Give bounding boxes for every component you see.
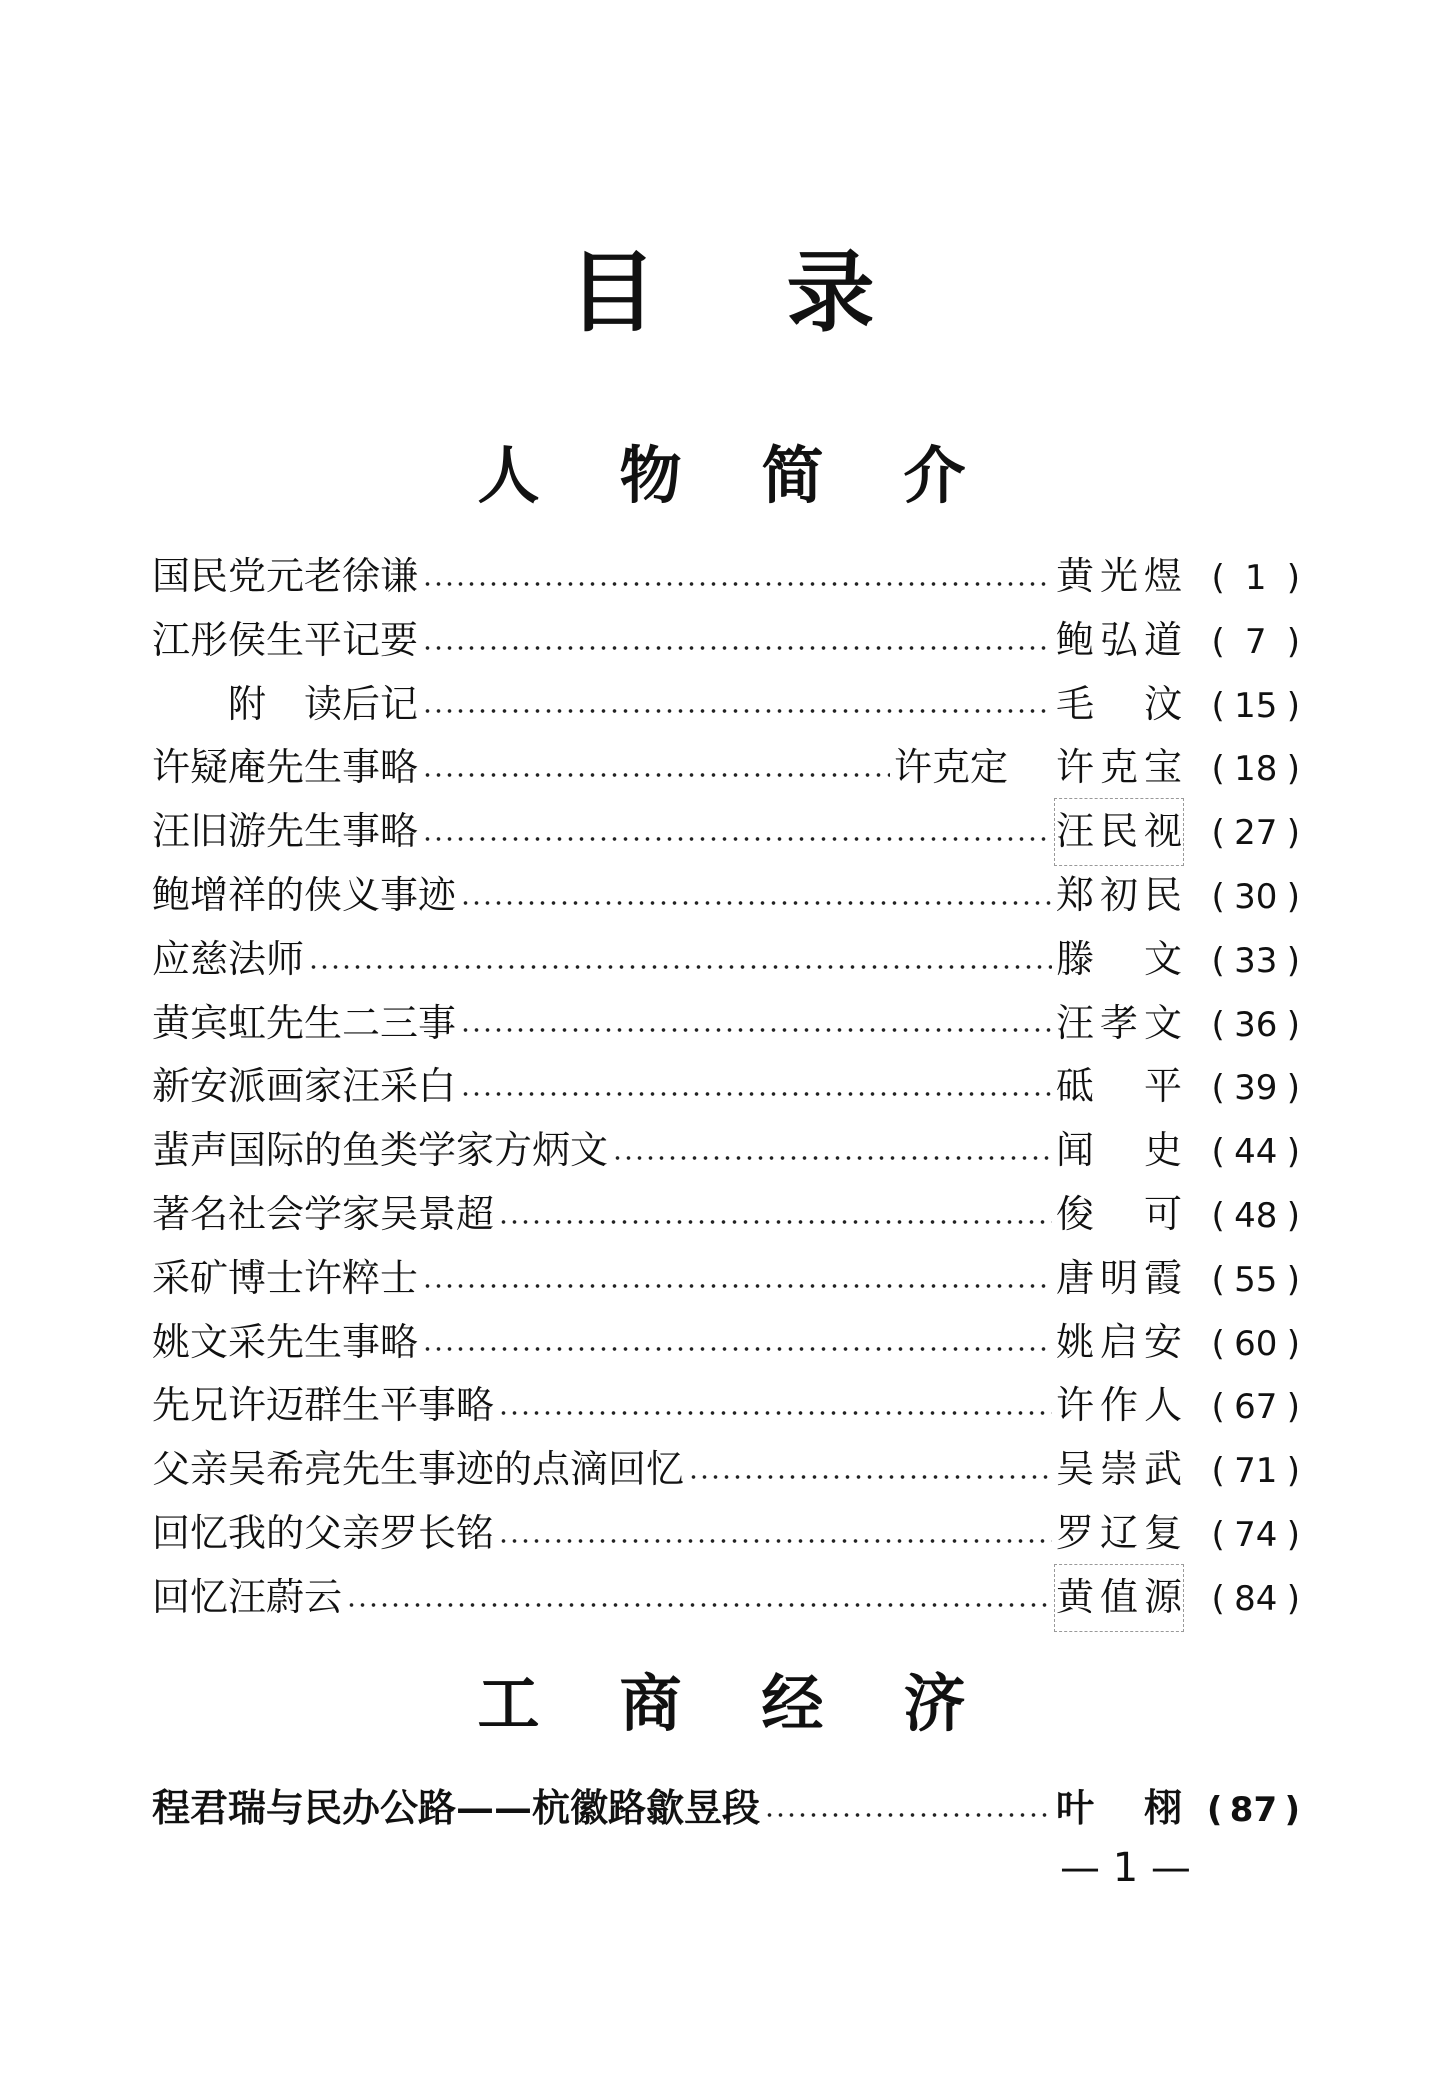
- dot-leader: [460, 1024, 1052, 1036]
- entry-title: 程君瑞与民办公路——杭徽路歙昱段: [152, 1785, 761, 1830]
- entry-title: 父亲吴希亮先生事迹的点滴回忆: [152, 1447, 685, 1492]
- entry-author: 罗辽复: [1056, 1510, 1182, 1555]
- toc-entry: [152, 1183, 1300, 1247]
- entry-page: ( 15 ): [1182, 675, 1300, 739]
- dot-leader: [612, 1152, 1052, 1164]
- entry-page: ( 87 ): [1182, 1779, 1300, 1843]
- entry-page-number: 30: [1234, 876, 1278, 917]
- entry-title: 采矿博士许粹士: [152, 1255, 419, 1300]
- entry-title: 附 读后记: [228, 681, 419, 726]
- entry-title: 汪旧游先生事略: [152, 809, 419, 854]
- entry-title: 回忆我的父亲罗长铭: [152, 1510, 495, 1555]
- toc-list: [152, 1776, 1300, 1840]
- toc-entry: [152, 609, 1300, 673]
- toc-entry: [152, 928, 1300, 992]
- section-heading: 人物简介: [477, 439, 1046, 512]
- entry-author: 汪孝文: [1056, 1000, 1182, 1045]
- entry-title: 江彤侯生平记要: [152, 617, 419, 662]
- entry-page-number: 71: [1234, 1451, 1278, 1492]
- entry-author: 滕 文: [1056, 936, 1182, 981]
- entry-title: 姚文采先生事略: [152, 1319, 419, 1364]
- page-number: — 1 —: [1060, 1845, 1191, 1891]
- entry-page: ( 27 ): [1182, 802, 1300, 866]
- entry-title: 应慈法师: [152, 936, 305, 981]
- entry-page-number: 18: [1234, 749, 1278, 790]
- entry-page-number: 7: [1244, 621, 1267, 662]
- entry-author: 唐明霞: [1056, 1255, 1182, 1300]
- entry-author: 俊 可: [1056, 1191, 1182, 1236]
- entry-author: 吴崇武: [1056, 1447, 1182, 1492]
- dot-leader: [308, 961, 1052, 973]
- toc-entry: [152, 1247, 1300, 1311]
- dot-leader: [422, 769, 890, 781]
- entry-page: ( 30 ): [1182, 866, 1300, 930]
- toc-entry: [152, 1311, 1300, 1375]
- entry-page: ( 33 ): [1182, 930, 1300, 994]
- dot-leader: [764, 1809, 1052, 1821]
- dot-leader: [422, 1343, 1052, 1355]
- entry-page: ( 48 ): [1182, 1185, 1300, 1249]
- entry-co-author: 许克定: [893, 745, 1008, 790]
- entry-title: 先兄许迈群生平事略: [152, 1383, 495, 1428]
- dot-leader: [422, 833, 1052, 845]
- toc-entry: [152, 1502, 1300, 1566]
- entry-page-number: 27: [1234, 813, 1278, 854]
- toc-entry: [152, 1566, 1300, 1630]
- toc-entry: [152, 1438, 1300, 1502]
- entry-title: 国民党元老徐谦: [152, 554, 419, 598]
- dot-leader: [498, 1407, 1052, 1419]
- entry-page-number: 84: [1234, 1578, 1278, 1619]
- entry-page-number: 36: [1234, 1004, 1278, 1045]
- section-heading: 工商经济: [477, 1667, 1046, 1740]
- entry-page: ( 44 ): [1182, 1121, 1300, 1185]
- entry-page: ( 7 ): [1182, 611, 1300, 675]
- dot-leader: [422, 705, 1052, 717]
- entry-author: 郑初民: [1056, 872, 1182, 917]
- toc-entry: [152, 992, 1300, 1056]
- entry-author: 许克宝: [1056, 745, 1182, 790]
- entry-page: ( 18 ): [1182, 738, 1300, 802]
- entry-page-number: 87: [1229, 1790, 1278, 1830]
- dot-leader: [422, 578, 1052, 590]
- entry-page-number: 55: [1234, 1259, 1278, 1300]
- toc-entry: [152, 864, 1300, 928]
- entry-author: 黄值源: [1056, 1566, 1182, 1630]
- entry-author: 毛 汶: [1056, 681, 1182, 726]
- page-title: 目录: [568, 240, 1005, 344]
- dot-leader: [498, 1216, 1052, 1228]
- entry-page: ( 55 ): [1182, 1249, 1300, 1313]
- toc-entry: [152, 1776, 1300, 1840]
- entry-page: ( 71 ): [1182, 1440, 1300, 1504]
- entry-page: ( 67 ): [1182, 1376, 1300, 1440]
- toc-entry: [152, 1119, 1300, 1183]
- toc-entry: [152, 545, 1300, 609]
- entry-author: 叶 栩: [1056, 1785, 1182, 1830]
- entry-title: 许疑庵先生事略: [152, 745, 419, 790]
- entry-title: 著名社会学家吴景超: [152, 1191, 495, 1236]
- dot-leader: [460, 897, 1052, 909]
- entry-author: 姚启安: [1056, 1319, 1182, 1364]
- toc-entry: [152, 1055, 1300, 1119]
- entry-author: 鲍弘道: [1056, 617, 1182, 662]
- entry-page-number: 39: [1234, 1068, 1278, 1109]
- toc-entry: [152, 800, 1300, 864]
- entry-page-number: 60: [1234, 1323, 1278, 1364]
- toc-list: [152, 545, 1300, 1630]
- entry-page-number: 15: [1234, 685, 1278, 726]
- entry-page: ( 39 ): [1182, 1057, 1300, 1121]
- entry-page-number: 33: [1234, 940, 1278, 981]
- entry-page: ( 1 ): [1182, 547, 1300, 611]
- entry-author: 砥 平: [1056, 1064, 1182, 1109]
- entry-author: 汪民视: [1056, 800, 1182, 864]
- entry-author: 许作人: [1056, 1383, 1182, 1428]
- entry-page-number: 48: [1234, 1195, 1278, 1236]
- dot-leader: [460, 1088, 1052, 1100]
- entry-page: ( 74 ): [1182, 1504, 1300, 1568]
- entry-page: ( 60 ): [1182, 1313, 1300, 1377]
- dot-leader: [346, 1599, 1052, 1611]
- entry-page-number: 44: [1234, 1132, 1278, 1173]
- entry-page: ( 36 ): [1182, 994, 1300, 1058]
- entry-title: 回忆汪蔚云: [152, 1574, 343, 1619]
- toc-entry: [152, 736, 1300, 800]
- entry-page-number: 74: [1234, 1514, 1278, 1555]
- toc-entry: [152, 673, 1300, 737]
- toc-entry: [152, 1374, 1300, 1438]
- entry-title: 鲍增祥的侠义事迹: [152, 872, 457, 917]
- dot-leader: [688, 1471, 1052, 1483]
- entry-title: 黄宾虹先生二三事: [152, 1000, 457, 1045]
- entry-page: ( 84 ): [1182, 1568, 1300, 1632]
- dot-leader: [498, 1535, 1052, 1547]
- entry-title: 新安派画家汪采白: [152, 1064, 457, 1109]
- entry-page-number: 1: [1244, 558, 1267, 598]
- entry-page-number: 67: [1234, 1387, 1278, 1428]
- entry-title: 蜚声国际的鱼类学家方炳文: [152, 1128, 609, 1173]
- dot-leader: [422, 642, 1052, 654]
- entry-author: 黄光煜: [1056, 554, 1182, 598]
- entry-author: 闻 史: [1056, 1128, 1182, 1173]
- dot-leader: [422, 1280, 1052, 1292]
